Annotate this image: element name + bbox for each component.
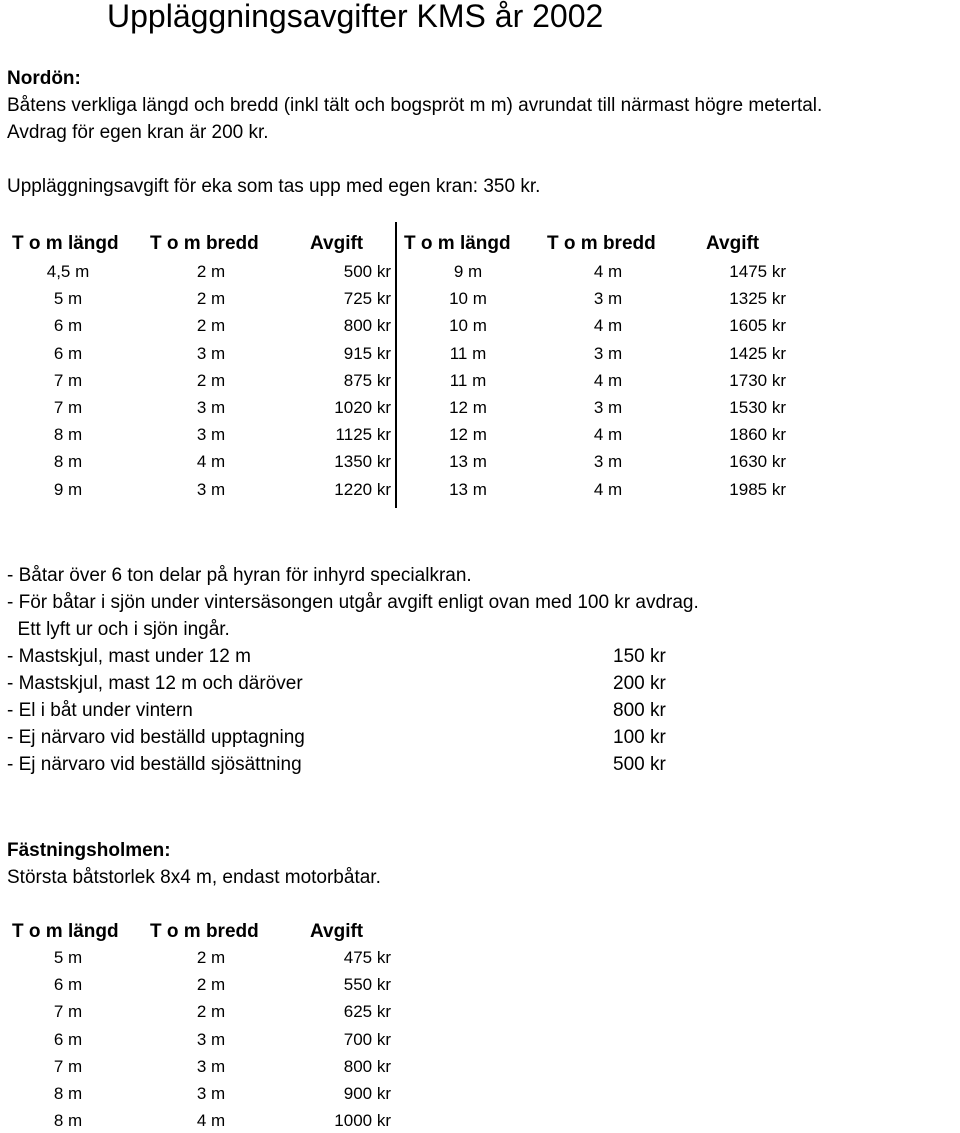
fh-fee-cell: 800 kr xyxy=(343,1057,391,1076)
fh-width-cell: 2 m xyxy=(196,948,226,967)
fastningsholmen-note: Största båtstorlek 8x4 m, endast motorbåtar. xyxy=(7,867,381,888)
fh-length-cell: 7 m xyxy=(53,1002,83,1021)
nordon-heading: Nordön: xyxy=(7,68,81,89)
left-length-cell: 8 m xyxy=(53,425,83,444)
fh-header-length: T o m längd xyxy=(12,921,119,942)
left-length-cell: 6 m xyxy=(53,316,83,335)
left-fee-cell: 500 kr xyxy=(343,262,391,281)
fh-header-width: T o m bredd xyxy=(150,921,259,942)
fh-length-cell: 5 m xyxy=(53,948,83,967)
right-fee-cell: 1985 kr xyxy=(729,480,786,499)
fee-label: - El i båt under vintern xyxy=(7,700,193,721)
fh-width-cell: 3 m xyxy=(196,1030,226,1049)
fh-length-cell: 6 m xyxy=(53,975,83,994)
left-fee-cell: 800 kr xyxy=(343,316,391,335)
eka-note: Uppläggningsavgift för eka som tas upp med egen kran: 350 kr. xyxy=(7,176,541,197)
fee-label: - Mastskjul, mast under 12 m xyxy=(7,646,251,667)
fh-fee-cell: 1000 kr xyxy=(334,1111,391,1130)
left-width-cell: 2 m xyxy=(196,371,226,390)
left-width-cell: 3 m xyxy=(196,425,226,444)
right-length-cell: 11 m xyxy=(449,344,487,363)
left-length-cell: 4,5 m xyxy=(46,262,90,281)
left-fee-cell: 1125 kr xyxy=(335,425,391,444)
right-width-cell: 3 m xyxy=(593,452,623,471)
fee-price: 800 kr xyxy=(613,700,666,721)
note-lift-included: Ett lyft ur och i sjön ingår. xyxy=(7,619,230,640)
right-width-cell: 4 m xyxy=(593,480,623,499)
left-fee-cell: 1350 kr xyxy=(334,452,391,471)
header-length-right: T o m längd xyxy=(404,233,511,254)
right-width-cell: 4 m xyxy=(593,371,623,390)
fh-width-cell: 3 m xyxy=(196,1057,226,1076)
fh-width-cell: 3 m xyxy=(196,1084,226,1103)
header-fee-left: Avgift xyxy=(310,233,364,254)
header-width-right: T o m bredd xyxy=(547,233,656,254)
header-width-left: T o m bredd xyxy=(150,233,259,254)
fh-fee-cell: 625 kr xyxy=(343,1002,391,1021)
left-width-cell: 3 m xyxy=(196,480,226,499)
fh-length-cell: 8 m xyxy=(53,1111,83,1130)
right-width-cell: 3 m xyxy=(593,344,623,363)
right-length-cell: 13 m xyxy=(449,480,487,499)
left-length-cell: 9 m xyxy=(53,480,83,499)
right-fee-cell: 1860 kr xyxy=(729,425,786,444)
fee-price: 100 kr xyxy=(613,727,666,748)
fee-label: - Ej närvaro vid beställd sjösättning xyxy=(7,754,302,775)
right-fee-cell: 1425 kr xyxy=(729,344,786,363)
fee-price: 150 kr xyxy=(613,646,666,667)
header-fee-right: Avgift xyxy=(706,233,760,254)
right-fee-cell: 1605 kr xyxy=(729,316,786,335)
right-fee-cell: 1325 kr xyxy=(729,289,786,308)
left-length-cell: 7 m xyxy=(53,371,83,390)
note-heavy-boats: - Båtar över 6 ton delar på hyran för inhyrd specialkran. xyxy=(7,565,472,586)
fh-fee-cell: 475 kr xyxy=(343,948,391,967)
fh-length-cell: 6 m xyxy=(53,1030,83,1049)
left-fee-cell: 1020 kr xyxy=(334,398,391,417)
right-width-cell: 4 m xyxy=(593,262,623,281)
fee-price: 500 kr xyxy=(613,754,666,775)
right-width-cell: 4 m xyxy=(593,425,623,444)
left-width-cell: 2 m xyxy=(196,289,226,308)
page-title: Uppläggningsavgifter KMS år 2002 xyxy=(107,0,604,34)
left-length-cell: 5 m xyxy=(53,289,83,308)
left-width-cell: 2 m xyxy=(196,316,226,335)
right-length-cell: 9 m xyxy=(453,262,483,281)
note-boats-in-water: - För båtar i sjön under vintersäsongen utgår avgift enligt ovan med 100 kr avdrag. xyxy=(7,592,699,613)
right-fee-cell: 1530 kr xyxy=(729,398,786,417)
left-width-cell: 2 m xyxy=(196,262,226,281)
right-length-cell: 12 m xyxy=(449,425,487,444)
left-length-cell: 8 m xyxy=(53,452,83,471)
nordon-line-2: Avdrag för egen kran är 200 kr. xyxy=(7,122,269,143)
right-fee-cell: 1630 kr xyxy=(729,452,786,471)
left-fee-cell: 1220 kr xyxy=(334,480,391,499)
fee-label: - Ej närvaro vid beställd upptagning xyxy=(7,727,305,748)
right-length-cell: 10 m xyxy=(449,316,487,335)
left-width-cell: 3 m xyxy=(196,398,226,417)
fh-length-cell: 8 m xyxy=(53,1084,83,1103)
left-length-cell: 7 m xyxy=(53,398,83,417)
right-length-cell: 12 m xyxy=(449,398,487,417)
fh-header-fee: Avgift xyxy=(310,921,364,942)
left-length-cell: 6 m xyxy=(53,344,83,363)
fh-fee-cell: 700 kr xyxy=(343,1030,391,1049)
left-fee-cell: 915 kr xyxy=(343,344,391,363)
right-width-cell: 4 m xyxy=(593,316,623,335)
left-width-cell: 4 m xyxy=(196,452,226,471)
right-fee-cell: 1475 kr xyxy=(729,262,786,281)
fee-price: 200 kr xyxy=(613,673,666,694)
fastningsholmen-heading: Fästningsholmen: xyxy=(7,840,171,861)
table-divider xyxy=(395,222,397,508)
fh-width-cell: 4 m xyxy=(196,1111,226,1130)
fh-width-cell: 2 m xyxy=(196,975,226,994)
right-width-cell: 3 m xyxy=(593,398,623,417)
right-width-cell: 3 m xyxy=(593,289,623,308)
left-fee-cell: 725 kr xyxy=(343,289,391,308)
right-length-cell: 11 m xyxy=(449,371,487,390)
left-width-cell: 3 m xyxy=(196,344,226,363)
fh-width-cell: 2 m xyxy=(196,1002,226,1021)
right-length-cell: 10 m xyxy=(449,289,487,308)
header-length-left: T o m längd xyxy=(12,233,119,254)
nordon-line-1: Båtens verkliga längd och bredd (inkl tält och bogspröt m m) avrundat till närmast högre metertal. xyxy=(7,95,823,116)
fh-fee-cell: 900 kr xyxy=(343,1084,391,1103)
fee-label: - Mastskjul, mast 12 m och däröver xyxy=(7,673,303,694)
fh-length-cell: 7 m xyxy=(53,1057,83,1076)
right-fee-cell: 1730 kr xyxy=(729,371,786,390)
fh-fee-cell: 550 kr xyxy=(343,975,391,994)
right-length-cell: 13 m xyxy=(449,452,487,471)
left-fee-cell: 875 kr xyxy=(343,371,391,390)
